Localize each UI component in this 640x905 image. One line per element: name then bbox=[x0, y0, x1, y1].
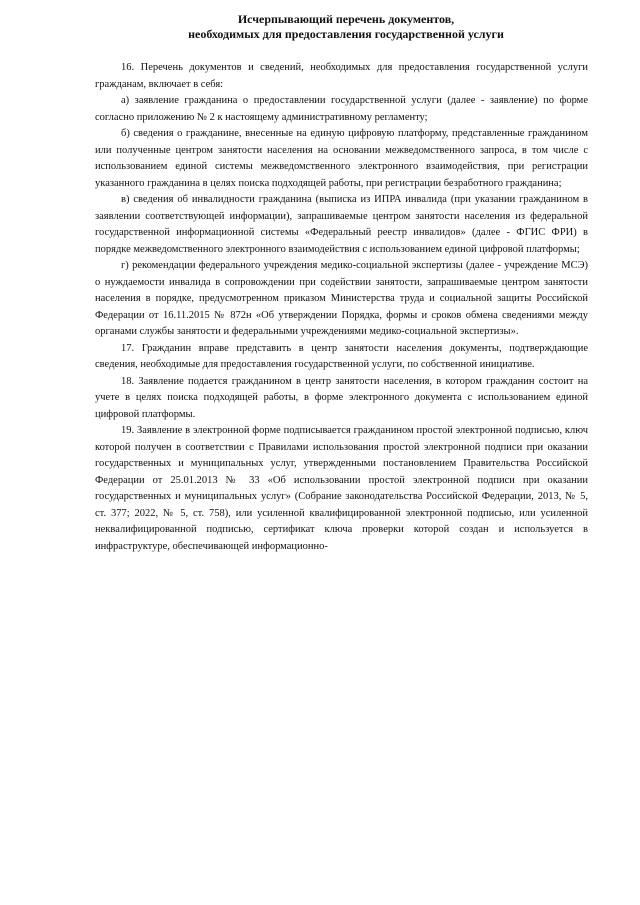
paragraph-17: 17. Гражданин вправе представить в центр занятости населения документы, подтверждающие сведения, необходимые для предоставления государственной услуги, по собственной инициативе. bbox=[95, 342, 588, 370]
paragraph-16-g: г) рекомендации федерального учреждения медико-социальной экспертизы (далее - учреждение МСЭ) о нуждаемости инвалида в сопровождении при содействии занятости, запрашиваемые центром занятости населения в порядке, предусмотренном приказом Министерства труда и социальной защиты Российской Федерации от 16.11.2015 № 872н «Об утверждении Порядка, формы и сроков обмена сведениями между органами службы занятости и федеральными учреждениями медико-социальной экспертизы». bbox=[95, 260, 588, 337]
paragraph-16-v: в) сведения об инвалидности гражданина (выписка из ИПРА инвалида (при указании гражданином в заявлении соответствующей информации), запрашиваемые центром занятости населения из федеральной государственной информационной системы «Федеральный реестр инвалидов» (далее - ФГИС ФРИ) в порядке межведомственного электронного взаимодействия с использованием единой цифровой платформы; bbox=[95, 194, 588, 255]
paragraph-19: 19. Заявление в электронной форме подписывается гражданином простой электронной подписью, ключ которой получен в соответствии с Правилами использования простой электронной подписи при оказании государственных и муниципальных услуг, утвержденными постановлением Правительства Российской Федерации от 25.01.2013 № 33 «Об использовании простой электронной подписи при оказании государственных и муниципальных услуг» (Собрание законодательства Российской Федерации, 2013, № 5, ст. 377; 2022, № 5, ст. 758), или усиленной квалифицированной электронной подписью, или усиленной неквалифицированной подписью, сертификат ключа проверки которой создан и используется в инфраструктуре, обеспечивающей информационно- bbox=[95, 425, 588, 552]
document-body bbox=[95, 60, 588, 555]
paragraph-16: 16. Перечень документов и сведений, необходимых для предоставления государственной услуги гражданам, включает в себя: bbox=[95, 62, 588, 90]
title-line-2: необходимых для предоставления государственной услуги bbox=[188, 27, 504, 41]
paragraph-16-b: б) сведения о гражданине, внесенные на единую цифровую платформу, представленные гражданином или полученные центром занятости населения на основании межведомственного запроса, в том числе с использованием единой системы межведомственного электронного взаимодействия, при регистрации указанного гражданина в целях поиска подходящей работы, при регистрации безработного гражданина; bbox=[95, 128, 588, 189]
paragraph-18: 18. Заявление подается гражданином в центр занятости населения, в котором гражданин состоит на учете в целях поиска подходящей работы, в форме электронного документа с использованием единой цифровой платформы. bbox=[95, 375, 588, 420]
title-line-1: Исчерпывающий перечень документов, bbox=[237, 12, 455, 26]
document-title bbox=[100, 12, 592, 42]
paragraph-16-a: а) заявление гражданина о предоставлении государственной услуги (далее - заявление) по форме согласно приложению № 2 к настоящему административному регламенту; bbox=[95, 95, 588, 123]
